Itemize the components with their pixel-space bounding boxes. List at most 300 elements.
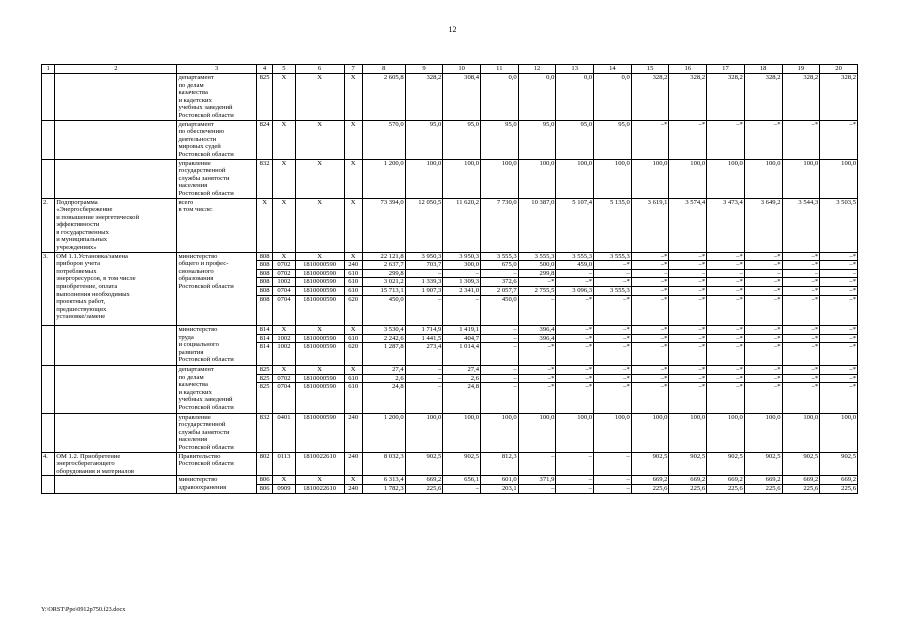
executor-name-line: сионального bbox=[178, 267, 214, 275]
row-number bbox=[42, 74, 55, 121]
amount-cell: –* bbox=[631, 287, 669, 296]
amount-cell: 3 555,3 bbox=[518, 252, 556, 261]
amount-cell: –* bbox=[744, 261, 782, 270]
amount-cell: 100,0 bbox=[481, 159, 519, 198]
amount-cell: 95,0 bbox=[556, 120, 594, 159]
amount-cell: 2 637,7 bbox=[362, 261, 405, 270]
amount-cell: 0,0 bbox=[518, 74, 556, 121]
executor-name-line: учебных заведений bbox=[178, 396, 233, 404]
amount-cell: 2 057,7 bbox=[481, 287, 519, 296]
amount-cell: 95,0 bbox=[443, 120, 481, 159]
amount-cell: – bbox=[443, 269, 481, 278]
amount-cell: 225,6 bbox=[782, 484, 820, 493]
amount-cell: 656,1 bbox=[443, 476, 481, 485]
executor-name-line: здравоохранения bbox=[178, 483, 227, 491]
amount-cell: 299,8 bbox=[362, 269, 405, 278]
amount-cell: 100,0 bbox=[820, 413, 858, 452]
executor-name-line: по делам bbox=[178, 373, 204, 381]
program-name-line: потребляемых bbox=[56, 267, 97, 275]
budget-code-cell: 0909 bbox=[273, 484, 295, 493]
amount-cell: –* bbox=[820, 334, 858, 343]
amount-cell: –* bbox=[631, 383, 669, 413]
amount-cell: –* bbox=[556, 374, 594, 383]
column-number: 1 bbox=[42, 65, 55, 74]
budget-code-cell: 610 bbox=[344, 278, 362, 287]
executor-name-line: государственной bbox=[178, 421, 226, 429]
amount-cell: 100,0 bbox=[744, 159, 782, 198]
page-number: 12 bbox=[448, 25, 457, 34]
amount-cell: – bbox=[443, 484, 481, 493]
amount-cell: 1 782,3 bbox=[362, 484, 405, 493]
column-number: 13 bbox=[556, 65, 594, 74]
budget-table bbox=[41, 64, 858, 494]
budget-code-cell: Х bbox=[295, 120, 344, 159]
amount-cell: –* bbox=[669, 278, 707, 287]
executor-name-line: в том числе: bbox=[178, 206, 213, 214]
executor-name bbox=[177, 252, 256, 325]
amount-cell: 2 341,0 bbox=[443, 287, 481, 296]
amount-cell: 3 530,4 bbox=[362, 326, 405, 335]
amount-cell: 3 096,3 bbox=[556, 287, 594, 296]
budget-code-cell: Х bbox=[344, 74, 362, 121]
budget-code-cell: Х bbox=[344, 252, 362, 261]
amount-cell: 100,0 bbox=[707, 159, 745, 198]
budget-code-cell: 824 bbox=[256, 120, 272, 159]
program-name bbox=[55, 326, 177, 366]
executor-name-line: общего и профес- bbox=[178, 260, 229, 268]
budget-code-cell: 806 bbox=[256, 476, 272, 485]
amount-cell: –* bbox=[594, 366, 632, 375]
budget-code-cell: Х bbox=[273, 74, 295, 121]
amount-cell: 3 649,2 bbox=[744, 198, 782, 252]
table-row bbox=[42, 366, 858, 375]
amount-cell: –* bbox=[782, 366, 820, 375]
amount-cell: –* bbox=[556, 343, 594, 366]
amount-cell: –* bbox=[820, 326, 858, 335]
column-number: 6 bbox=[295, 65, 344, 74]
budget-code-cell: Х bbox=[273, 476, 295, 485]
amount-cell: –* bbox=[707, 326, 745, 335]
table-row bbox=[42, 326, 858, 335]
budget-code-cell: 610 bbox=[344, 383, 362, 413]
executor-name-line: Ростовской области bbox=[178, 403, 234, 411]
budget-code-cell: 240 bbox=[344, 261, 362, 270]
amount-cell: 371,9 bbox=[518, 476, 556, 485]
amount-cell: 328,2 bbox=[669, 74, 707, 121]
column-number: 10 bbox=[443, 65, 481, 74]
amount-cell: 1 419,1 bbox=[443, 326, 481, 335]
table-row bbox=[42, 159, 858, 198]
amount-cell: –* bbox=[556, 366, 594, 375]
amount-cell: –* bbox=[707, 120, 745, 159]
budget-code-cell: 240 bbox=[344, 413, 362, 452]
program-name bbox=[55, 366, 177, 414]
amount-cell: – bbox=[481, 334, 519, 343]
amount-cell: 0,0 bbox=[556, 74, 594, 121]
amount-cell: 100,0 bbox=[669, 159, 707, 198]
column-number: 15 bbox=[631, 65, 669, 74]
executor-name bbox=[177, 366, 256, 414]
executor-name bbox=[177, 120, 256, 159]
program-name bbox=[55, 476, 177, 493]
amount-cell: –* bbox=[631, 326, 669, 335]
table-row bbox=[42, 413, 858, 452]
amount-cell: 3 555,3 bbox=[556, 252, 594, 261]
amount-cell: –* bbox=[669, 287, 707, 296]
column-number: 20 bbox=[820, 65, 858, 74]
amount-cell: 27,4 bbox=[443, 366, 481, 375]
amount-cell: 669,2 bbox=[405, 476, 443, 485]
executor-name-line: казачества bbox=[178, 89, 208, 97]
program-name bbox=[55, 159, 177, 198]
amount-cell: –* bbox=[782, 295, 820, 325]
executor-name-line: населения bbox=[178, 182, 208, 190]
amount-cell: – bbox=[405, 374, 443, 383]
amount-cell: 100,0 bbox=[594, 159, 632, 198]
amount-cell: – bbox=[481, 326, 519, 335]
executor-name-line: и кадетских bbox=[178, 388, 212, 396]
column-number: 18 bbox=[744, 65, 782, 74]
amount-cell: 308,4 bbox=[443, 74, 481, 121]
amount-cell: –* bbox=[594, 374, 632, 383]
amount-cell: 273,4 bbox=[405, 343, 443, 366]
amount-cell: 450,0 bbox=[481, 295, 519, 325]
program-name-line: предшествующих bbox=[56, 305, 107, 313]
amount-cell: 1 200,0 bbox=[362, 159, 405, 198]
amount-cell: –* bbox=[782, 383, 820, 413]
amount-cell: –* bbox=[556, 326, 594, 335]
program-name bbox=[55, 74, 177, 121]
amount-cell: 669,2 bbox=[631, 476, 669, 485]
program-name-line: энергосберегающего bbox=[56, 460, 115, 468]
executor-name-line: по делам bbox=[178, 81, 204, 89]
executor-name-line: службы занятости bbox=[178, 174, 230, 182]
amount-cell: –* bbox=[594, 295, 632, 325]
budget-code-cell: 610 bbox=[344, 287, 362, 296]
amount-cell: 0,0 bbox=[594, 74, 632, 121]
program-name-line: проектных работ, bbox=[56, 298, 106, 306]
row-number: 3. bbox=[42, 252, 55, 325]
amount-cell: 24,8 bbox=[443, 383, 481, 413]
budget-code-cell: 832 bbox=[256, 159, 272, 198]
amount-cell: 100,0 bbox=[556, 413, 594, 452]
amount-cell: 669,2 bbox=[744, 476, 782, 485]
amount-cell: 95,0 bbox=[481, 120, 519, 159]
amount-cell: – bbox=[405, 366, 443, 375]
budget-code-cell: Х bbox=[295, 326, 344, 335]
program-name-line: эффективности bbox=[56, 221, 100, 229]
executor-name bbox=[177, 452, 256, 476]
amount-cell: –* bbox=[744, 343, 782, 366]
amount-cell: 3 574,4 bbox=[669, 198, 707, 252]
amount-cell: –* bbox=[594, 261, 632, 270]
budget-code-cell: Х bbox=[295, 252, 344, 261]
amount-cell: 225,6 bbox=[707, 484, 745, 493]
budget-code-cell: 808 bbox=[256, 269, 272, 278]
amount-cell: –* bbox=[782, 287, 820, 296]
amount-cell: 300,0 bbox=[443, 261, 481, 270]
program-name bbox=[55, 452, 177, 476]
executor-name bbox=[177, 326, 256, 366]
amount-cell: –* bbox=[594, 343, 632, 366]
amount-cell: 669,2 bbox=[782, 476, 820, 485]
amount-cell: –* bbox=[820, 278, 858, 287]
executor-name-line: мировых судей bbox=[178, 143, 221, 151]
amount-cell: –* bbox=[707, 334, 745, 343]
amount-cell: 299,8 bbox=[518, 269, 556, 278]
amount-cell: 3 555,3 bbox=[594, 252, 632, 261]
amount-cell: 7 730,0 bbox=[481, 198, 519, 252]
amount-cell: 902,5 bbox=[744, 452, 782, 476]
amount-cell: 669,2 bbox=[669, 476, 707, 485]
amount-cell: –* bbox=[669, 366, 707, 375]
executor-name-line: департамент bbox=[178, 366, 214, 373]
amount-cell: –* bbox=[782, 343, 820, 366]
amount-cell: 2 755,5 bbox=[518, 287, 556, 296]
amount-cell: 10 387,0 bbox=[518, 198, 556, 252]
amount-cell: 225,6 bbox=[744, 484, 782, 493]
amount-cell: –* bbox=[744, 295, 782, 325]
table-row bbox=[42, 74, 858, 121]
budget-code-cell: Х bbox=[344, 159, 362, 198]
program-name bbox=[55, 198, 177, 252]
budget-code-cell: Х bbox=[344, 120, 362, 159]
amount-cell: –* bbox=[631, 295, 669, 325]
amount-cell: –* bbox=[782, 326, 820, 335]
budget-code-cell: 808 bbox=[256, 295, 272, 325]
amount-cell: –* bbox=[782, 261, 820, 270]
amount-cell: 100,0 bbox=[782, 413, 820, 452]
program-name-line: ОМ 1.1.Установка/замена bbox=[56, 252, 128, 260]
amount-cell: 902,5 bbox=[820, 452, 858, 476]
amount-cell: 902,5 bbox=[631, 452, 669, 476]
amount-cell: 100,0 bbox=[443, 159, 481, 198]
amount-cell: –* bbox=[782, 278, 820, 287]
budget-code-cell: 0113 bbox=[273, 452, 295, 476]
amount-cell: 2,6 bbox=[443, 374, 481, 383]
row-number bbox=[42, 159, 55, 198]
executor-name-line: Ростовской области bbox=[178, 150, 234, 158]
amount-cell: 100,0 bbox=[405, 413, 443, 452]
amount-cell: – bbox=[443, 295, 481, 325]
executor-name-line: Правительство bbox=[178, 452, 221, 460]
table-row bbox=[42, 252, 858, 261]
budget-code-cell: 1810000590 bbox=[295, 269, 344, 278]
amount-cell: –* bbox=[669, 383, 707, 413]
program-name bbox=[55, 120, 177, 159]
amount-cell: 902,5 bbox=[669, 452, 707, 476]
budget-code-cell: 1002 bbox=[273, 343, 295, 366]
executor-name-line: Ростовской области bbox=[178, 189, 234, 197]
executor-name-line: населения bbox=[178, 436, 208, 444]
amount-cell: –* bbox=[556, 383, 594, 413]
row-number: 2. bbox=[42, 198, 55, 252]
column-number: 17 bbox=[707, 65, 745, 74]
budget-code-cell: Х bbox=[273, 120, 295, 159]
amount-cell: –* bbox=[744, 374, 782, 383]
budget-code-cell: 808 bbox=[256, 287, 272, 296]
amount-cell: –* bbox=[820, 374, 858, 383]
amount-cell: 1 309,3 bbox=[443, 278, 481, 287]
amount-cell: – bbox=[594, 452, 632, 476]
amount-cell: – bbox=[594, 269, 632, 278]
executor-name-line: учебных заведений bbox=[178, 104, 233, 112]
program-name-line: установке/замене bbox=[56, 313, 106, 321]
budget-code-cell: 0702 bbox=[273, 261, 295, 270]
column-number: 8 bbox=[362, 65, 405, 74]
amount-cell: –* bbox=[669, 334, 707, 343]
budget-code-cell: 814 bbox=[256, 326, 272, 335]
program-name bbox=[55, 413, 177, 452]
amount-cell: 100,0 bbox=[405, 159, 443, 198]
budget-code-cell: Х bbox=[295, 198, 344, 252]
amount-cell: –* bbox=[669, 343, 707, 366]
executor-name-line: Ростовской области bbox=[178, 111, 234, 119]
program-name-line: и муниципальных bbox=[56, 236, 108, 244]
column-number-header bbox=[42, 65, 858, 74]
amount-cell: –* bbox=[594, 278, 632, 287]
executor-name-line: Ростовской области bbox=[178, 283, 234, 291]
column-number: 3 bbox=[177, 65, 256, 74]
program-name-line: учреждениях» bbox=[56, 244, 97, 252]
executor-name-line: и социального bbox=[178, 341, 219, 349]
executor-name bbox=[177, 198, 256, 252]
amount-cell: 100,0 bbox=[481, 413, 519, 452]
amount-cell: 225,6 bbox=[669, 484, 707, 493]
amount-cell: –* bbox=[820, 343, 858, 366]
amount-cell: – bbox=[744, 269, 782, 278]
budget-code-cell: 610 bbox=[344, 269, 362, 278]
executor-name-line: труда bbox=[178, 333, 194, 341]
column-number: 2 bbox=[55, 65, 177, 74]
amount-cell: – bbox=[481, 343, 519, 366]
amount-cell: –* bbox=[518, 366, 556, 375]
executor-name-line: управление bbox=[178, 413, 211, 421]
executor-name-line: Ростовской области bbox=[178, 443, 234, 451]
budget-code-cell: Х bbox=[273, 198, 295, 252]
executor-name bbox=[177, 413, 256, 452]
amount-cell: 450,0 bbox=[362, 295, 405, 325]
amount-cell: –* bbox=[631, 374, 669, 383]
amount-cell: 328,2 bbox=[631, 74, 669, 121]
column-number: 4 bbox=[256, 65, 272, 74]
budget-code-cell: 1810000590 bbox=[295, 334, 344, 343]
amount-cell: –* bbox=[820, 261, 858, 270]
amount-cell: – bbox=[669, 269, 707, 278]
amount-cell: –* bbox=[518, 374, 556, 383]
amount-cell: –* bbox=[669, 261, 707, 270]
amount-cell: –* bbox=[707, 252, 745, 261]
amount-cell: 11 620,2 bbox=[443, 198, 481, 252]
amount-cell: – bbox=[707, 269, 745, 278]
budget-code-cell: 808 bbox=[256, 278, 272, 287]
amount-cell: 2 242,6 bbox=[362, 334, 405, 343]
table-row bbox=[42, 452, 858, 476]
amount-cell: –* bbox=[820, 252, 858, 261]
amount-cell: –* bbox=[631, 334, 669, 343]
amount-cell: 100,0 bbox=[518, 159, 556, 198]
executor-name bbox=[177, 159, 256, 198]
budget-code-cell: 0401 bbox=[273, 413, 295, 452]
amount-cell: –* bbox=[669, 120, 707, 159]
budget-code-cell: 1810000590 bbox=[295, 383, 344, 413]
amount-cell: –* bbox=[669, 295, 707, 325]
row-number bbox=[42, 120, 55, 159]
executor-name-line: образования bbox=[178, 275, 214, 283]
budget-code-cell: Х bbox=[295, 476, 344, 485]
amount-cell: 3 950,3 bbox=[405, 252, 443, 261]
budget-code-cell: 240 bbox=[344, 452, 362, 476]
amount-cell: 669,2 bbox=[707, 476, 745, 485]
amount-cell: 404,7 bbox=[443, 334, 481, 343]
program-name-line: «Энергосбережение bbox=[56, 206, 113, 214]
amount-cell: –* bbox=[594, 326, 632, 335]
budget-code-cell: Х bbox=[256, 198, 272, 252]
budget-code-cell: 1002 bbox=[273, 278, 295, 287]
budget-code-cell: Х bbox=[273, 326, 295, 335]
budget-code-cell: 1810000590 bbox=[295, 374, 344, 383]
amount-cell: –* bbox=[669, 326, 707, 335]
amount-cell: 500,0 bbox=[518, 261, 556, 270]
column-number: 11 bbox=[481, 65, 519, 74]
amount-cell: 225,6 bbox=[405, 484, 443, 493]
amount-cell: –* bbox=[744, 326, 782, 335]
amount-cell: –* bbox=[669, 374, 707, 383]
budget-code-cell: 620 bbox=[344, 295, 362, 325]
amount-cell: 225,6 bbox=[631, 484, 669, 493]
amount-cell: 3 555,3 bbox=[594, 287, 632, 296]
amount-cell: 328,2 bbox=[820, 74, 858, 121]
program-name-line: в государственных bbox=[56, 228, 109, 236]
amount-cell: –* bbox=[594, 383, 632, 413]
budget-code-cell: 814 bbox=[256, 343, 272, 366]
budget-code-cell: Х bbox=[344, 326, 362, 335]
amount-cell: 100,0 bbox=[594, 413, 632, 452]
row-number bbox=[42, 326, 55, 366]
budget-code-cell: 0702 bbox=[273, 374, 295, 383]
amount-cell: 3 555,3 bbox=[481, 252, 519, 261]
amount-cell: 95,0 bbox=[594, 120, 632, 159]
amount-cell: 703,7 bbox=[405, 261, 443, 270]
column-number: 19 bbox=[782, 65, 820, 74]
budget-code-cell: Х bbox=[344, 198, 362, 252]
column-number: 12 bbox=[518, 65, 556, 74]
amount-cell: 1 339,3 bbox=[405, 278, 443, 287]
column-number: 5 bbox=[273, 65, 295, 74]
amount-cell: – bbox=[594, 476, 632, 485]
budget-code-cell: Х bbox=[273, 159, 295, 198]
amount-cell: – bbox=[518, 295, 556, 325]
amount-cell: 0,0 bbox=[481, 74, 519, 121]
amount-cell: – bbox=[556, 452, 594, 476]
amount-cell: –* bbox=[594, 334, 632, 343]
budget-code-cell: 806 bbox=[256, 484, 272, 493]
amount-cell: –* bbox=[744, 287, 782, 296]
amount-cell: 570,0 bbox=[362, 120, 405, 159]
executor-name bbox=[177, 476, 256, 493]
executor-name-line: Ростовской области bbox=[178, 356, 234, 364]
amount-cell: 95,0 bbox=[518, 120, 556, 159]
amount-cell: 6 313,4 bbox=[362, 476, 405, 485]
executor-name-line: министерство bbox=[178, 326, 218, 334]
amount-cell: 328,2 bbox=[707, 74, 745, 121]
amount-cell: –* bbox=[518, 343, 556, 366]
amount-cell: –* bbox=[707, 278, 745, 287]
executor-name-line: деятельности bbox=[178, 135, 217, 143]
executor-name-line: казачества bbox=[178, 381, 208, 389]
budget-code-cell: 610 bbox=[344, 334, 362, 343]
amount-cell: – bbox=[556, 484, 594, 493]
